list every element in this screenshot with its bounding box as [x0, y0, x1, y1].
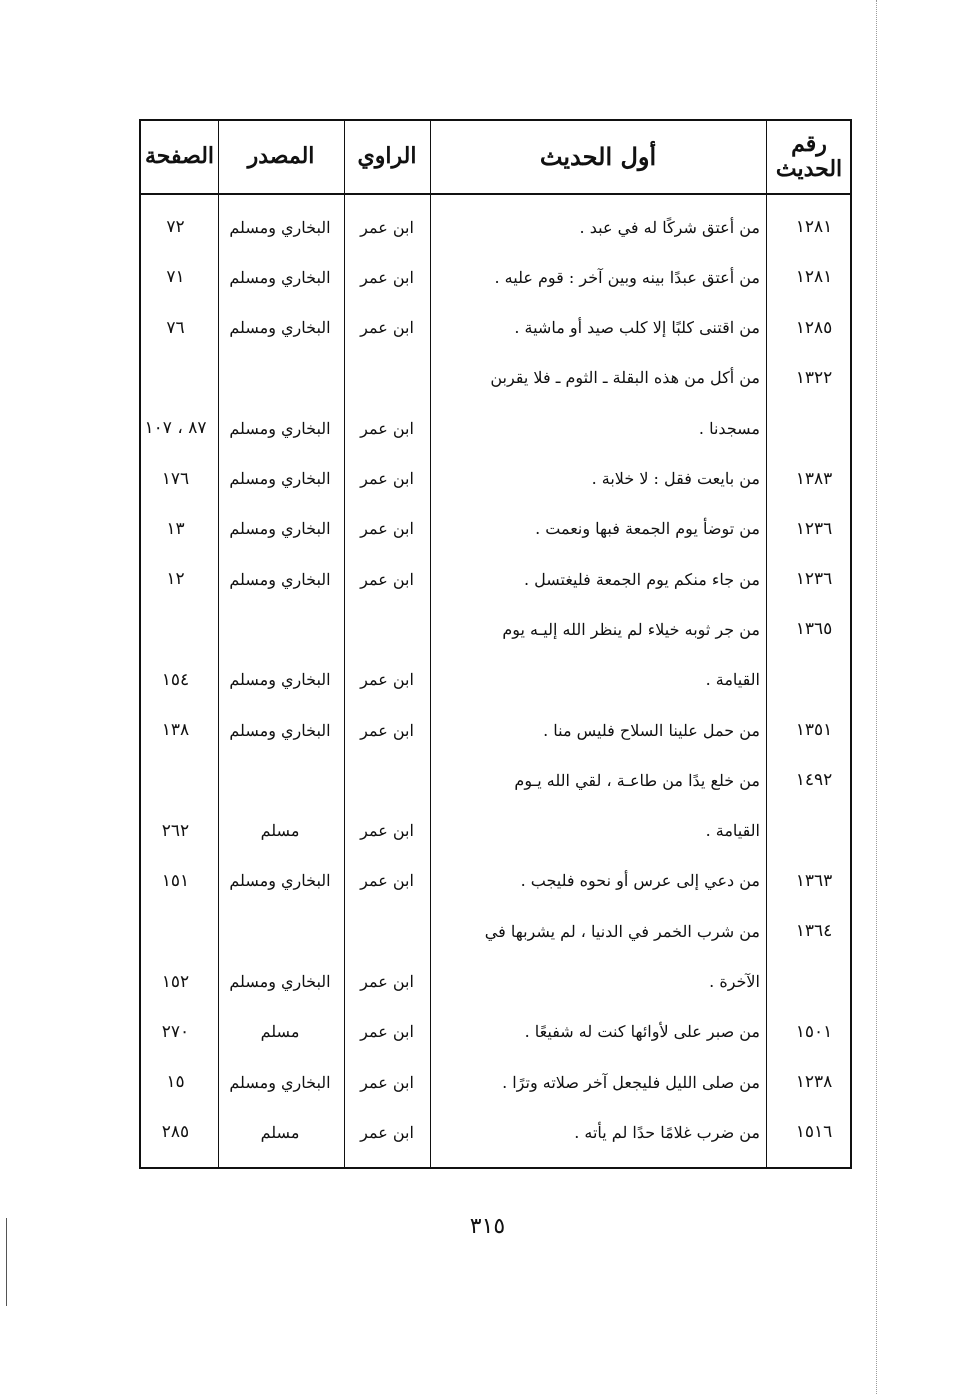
table-row	[141, 905, 850, 957]
table-row	[141, 654, 850, 706]
header-narrator: الراوي	[357, 143, 417, 170]
hadith-first-words: من أعتق شركًا له في عبد .	[579, 217, 760, 237]
page-reference: ١٥	[166, 1072, 185, 1093]
narrator: ابن عمر	[360, 569, 414, 589]
hadith-index-table	[139, 119, 852, 1169]
hadith-number: ١٣٢٢	[795, 367, 833, 388]
source	[218, 352, 342, 404]
hadith-number: ١٢٨٥	[795, 317, 833, 338]
source	[218, 905, 342, 957]
hadith-number	[778, 805, 850, 857]
page-reference: ٨٧ ، ١٠٧	[144, 418, 207, 439]
narrator: ابن عمر	[360, 871, 414, 891]
narrator: ابن عمر	[360, 670, 414, 690]
page-reference: ١٥٢	[161, 971, 190, 992]
hadith-number: ١٤٩٢	[795, 770, 833, 791]
narrator	[346, 754, 428, 806]
hadith-number: ١٥١٦	[795, 1122, 833, 1143]
hadith-first-words: من جاء منكم يوم الجمعة فليغتسل .	[523, 569, 760, 589]
narrator: ابن عمر	[360, 972, 414, 991]
page-reference: ٢٦٢	[161, 820, 190, 841]
hadith-first-words: من صبر على لأوائها كنت له شفيعًا .	[524, 1022, 760, 1042]
hadith-number: ١٣٦٣	[795, 870, 833, 891]
source: مسلم	[260, 821, 300, 841]
hadith-first-words: من أعتق عبدًا بينه وبين آخر : قوم عليه .	[494, 267, 760, 287]
hadith-number: ١٣٦٤	[795, 921, 833, 942]
hadith-first-words: القيامة .	[705, 821, 760, 841]
hadith-first-words: من اقتنى كلبًا إلا كلب صيد أو ماشية .	[514, 318, 760, 338]
page-number: ٣١٥	[469, 1214, 506, 1239]
narrator: ابن عمر	[360, 821, 414, 841]
hadith-first-words: من ضرب غلامًا حدًا لم يأته .	[574, 1122, 760, 1142]
hadith-first-words: من جر ثوبه خيلاء لم ينظر الله إليـه يوم	[502, 619, 760, 639]
table-row	[141, 402, 850, 454]
table-row	[141, 855, 850, 907]
narrator: ابن عمر	[360, 469, 414, 488]
source	[218, 603, 342, 655]
narrator: ابن عمر	[360, 1072, 414, 1092]
narrator: ابن عمر	[360, 519, 414, 539]
table-row	[141, 352, 850, 404]
source: البخاري ومسلم	[229, 569, 331, 589]
page-reference: ١٣	[166, 518, 185, 539]
hadith-number: ١٥٠١	[795, 1021, 833, 1042]
hadith-number: ١٢٨١	[795, 267, 833, 288]
hadith-first-words: من بايعت فقل : لا خلابة .	[591, 469, 760, 488]
hadith-number: ١٢٣٦	[795, 518, 833, 539]
table-row	[141, 251, 850, 303]
hadith-number	[778, 956, 850, 1008]
page-reference: ٢٨٥	[161, 1122, 190, 1143]
hadith-first-words: من أكل من هذه البقلة ـ الثوم ـ فلا يقربن	[490, 368, 760, 388]
source: البخاري ومسلم	[229, 670, 331, 690]
hadith-number: ١٢٨١	[795, 217, 833, 237]
table-row	[141, 201, 850, 253]
source	[218, 754, 342, 806]
narrator	[346, 905, 428, 957]
page-reference: ٧١	[166, 267, 185, 288]
source: البخاري ومسلم	[229, 217, 331, 237]
table-row	[141, 302, 850, 354]
page-reference: ١٥٤	[161, 669, 190, 690]
hadith-first-words: القيامة .	[705, 670, 760, 690]
hadith-number: ١٢٣٦	[795, 569, 833, 590]
table-row	[141, 754, 850, 806]
table-row	[141, 603, 850, 655]
hadith-number	[778, 654, 850, 706]
page-reference: ٧٢	[166, 217, 185, 237]
narrator: ابن عمر	[360, 1122, 414, 1142]
narrator	[346, 603, 428, 655]
table-row	[141, 1006, 850, 1058]
page-reference	[137, 352, 214, 404]
header-page: الصفحة	[144, 143, 215, 170]
page-reference	[137, 603, 214, 655]
header-hadith-number: رقم الحديث	[775, 130, 843, 182]
table-row	[141, 704, 850, 756]
page-reference: ١٧٦	[161, 468, 190, 489]
table-row	[141, 805, 850, 857]
header-divider	[141, 193, 850, 195]
page-reference: ١٣٨	[161, 720, 190, 740]
hadith-number: ١٢٣٨	[795, 1072, 833, 1093]
table-row	[141, 1106, 850, 1158]
table-row	[141, 553, 850, 605]
narrator: ابن عمر	[360, 267, 414, 287]
hadith-first-words: من شرب الخمر في الدنيا ، لم يشربها في	[484, 921, 760, 941]
source: البخاري ومسلم	[229, 720, 331, 740]
page-reference: ١٥١	[161, 870, 190, 891]
hadith-first-words: من خلع يدًا من طاعـة ، لقي الله يـوم	[514, 770, 760, 790]
source: البخاري ومسلم	[229, 469, 331, 488]
hadith-first-words: الآخرة .	[709, 972, 760, 991]
narrator	[346, 352, 428, 404]
table-row	[141, 956, 850, 1008]
source: البخاري ومسلم	[229, 318, 331, 338]
hadith-first-words: مسجدنا .	[698, 418, 760, 438]
hadith-first-words: من صلى الليل فليجعل آخر صلاته وترًا .	[502, 1072, 760, 1092]
page-reference: ٧٦	[166, 317, 185, 338]
scan-margin-dots	[876, 0, 877, 1394]
page-reference: ١٢	[166, 569, 185, 590]
table-row	[141, 503, 850, 555]
narrator: ابن عمر	[360, 418, 414, 438]
source: البخاري ومسلم	[229, 267, 331, 287]
source: مسلم	[260, 1022, 300, 1042]
hadith-number	[778, 402, 850, 454]
hadith-first-words: من حمل علينا السلاح فليس منا .	[543, 720, 760, 740]
source: البخاري ومسلم	[229, 871, 331, 891]
table-row	[141, 1056, 850, 1108]
hadith-first-words: من توضأ يوم الجمعة فبها ونعمت .	[535, 519, 760, 539]
narrator: ابن عمر	[360, 217, 414, 237]
narrator: ابن عمر	[360, 720, 414, 740]
narrator: ابن عمر	[360, 318, 414, 338]
header-first-words: أول الحديث	[539, 142, 657, 172]
source: البخاري ومسلم	[229, 519, 331, 539]
header-source: المصدر	[247, 143, 315, 170]
page-reference: ٢٧٠	[161, 1021, 190, 1042]
table-row	[141, 453, 850, 505]
hadith-first-words: من دعي إلى عرس أو نحوه فليجب .	[520, 871, 760, 891]
hadith-number: ١٣٥١	[795, 720, 833, 740]
page-reference	[137, 905, 214, 957]
source: البخاري ومسلم	[229, 418, 331, 438]
source: مسلم	[260, 1122, 300, 1142]
hadith-number: ١٣٦٥	[795, 619, 833, 640]
narrator: ابن عمر	[360, 1022, 414, 1042]
page-reference	[137, 754, 214, 806]
source: البخاري ومسلم	[229, 972, 331, 991]
hadith-number: ١٣٨٣	[795, 468, 833, 489]
source: البخاري ومسلم	[229, 1072, 331, 1092]
